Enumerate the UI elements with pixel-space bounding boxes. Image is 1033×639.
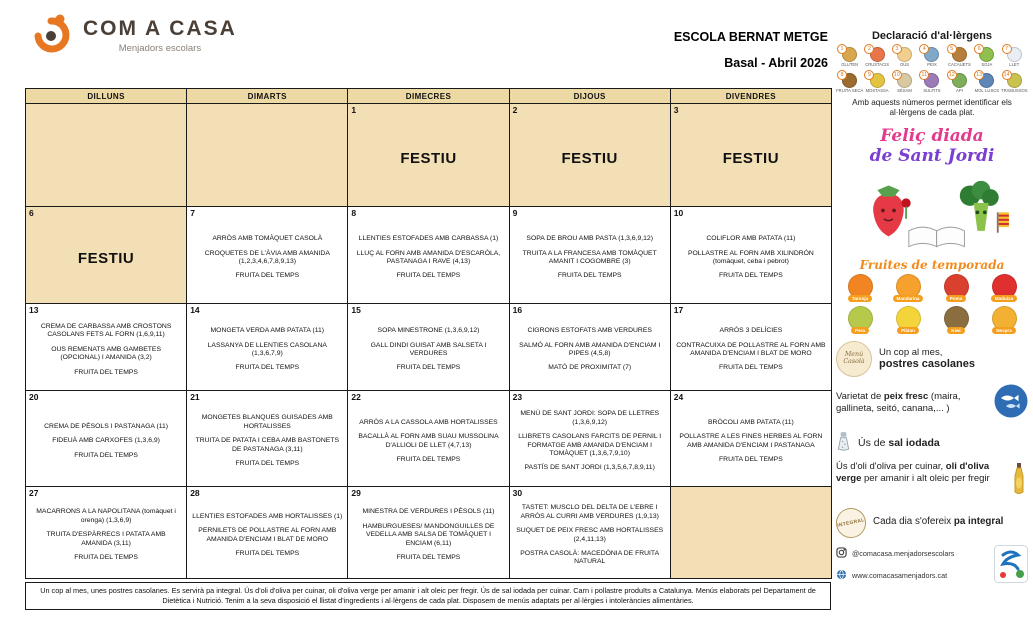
menu-item: TRUITA D'ESPÀRRECS I PATATA AMB AMANIDA (3,11) (46, 531, 166, 547)
menu-period-title: Basal - Abril 2026 (724, 56, 828, 70)
wholegrain-bread-text: Cada dia s'ofereix pa integral (873, 516, 1004, 528)
menu-item: LLIBRETS CASOLANS FARCITS DE PERNIL I FORMATGE AMB AMANIDA D'ENCIAM I TOMÀQUET (1,3,6,7,9,10) (518, 433, 662, 457)
menu-item: SUQUET DE PEIX FRESC AMB HORTALISSES (2,4,11,13) (516, 527, 664, 543)
allergen-item (836, 45, 863, 68)
day-cell (187, 304, 348, 391)
day-cell (26, 487, 187, 579)
allergen-number: 14 (1003, 71, 1010, 78)
menu-item: MACARRONS A LA NAPOLITANA (tomàquet i orenga) (1,3,6,9) (36, 508, 176, 524)
allergen-label: API (956, 87, 963, 93)
monthly-line2: postres casolanes (879, 358, 975, 371)
website-row (836, 567, 986, 585)
menu-item: BRÒCOLI AMB PATATA (11) (708, 418, 794, 426)
menu-item: ARRÒS AMB TOMÀQUET CASOLÀ (212, 235, 323, 243)
allergen-item (891, 45, 918, 68)
integral-stamp: INTEGRAL (833, 505, 869, 541)
menu-item: SOPA MINESTRONE (1,3,6,9,12) (377, 327, 480, 335)
day-number: 1 (351, 105, 357, 115)
allergen-legend (836, 45, 1028, 93)
allergen-item (891, 71, 918, 94)
fruit-label: Taronja (848, 295, 872, 302)
day-cell (187, 207, 348, 304)
menu-item: FRUITA DEL TEMPS (557, 272, 622, 280)
menu-item: LLUÇ AL FORN AMB AMANIDA D'ESCARÒLA, PASTANAGA I RAVE (4,13) (356, 249, 501, 265)
allergen-item (863, 71, 890, 94)
day-number: 2 (512, 105, 518, 115)
monthly-line1: Un cop al mes, (879, 347, 943, 359)
menu-item: LLENTIES ESTOFADES AMB CARBASSA (1) (358, 235, 499, 243)
fruit-label: Pera (851, 327, 869, 334)
menu-item: TRUITA DE PATATA I CEBA AMB BASTONETS DE PASTANAGA (3,11) (195, 437, 339, 453)
quality-seal-logo (994, 545, 1028, 588)
allergens-title: Declaració d'al·lèrgens (871, 30, 992, 42)
instagram-row (836, 545, 986, 563)
iodized-salt-row (836, 430, 1028, 456)
allergen-number: 11 (919, 70, 929, 80)
festiu-cell (671, 104, 832, 207)
day-number: 14 (190, 305, 200, 315)
menu-item: CONTRACUIXA DE POLLASTRE AL FORN AMB AMANIDA D'ENCIAM I BLAT DE MORO (676, 341, 826, 357)
allergen-label: PEIX (927, 62, 937, 67)
menu-item: CREMA DE CARBASSA AMB CROSTONS CASOLANS FETS AL FORN (1,6,9,11) (40, 322, 172, 339)
day-cell (671, 304, 832, 391)
menu-item: ARRÒS A LA CASSOLA AMB HORTALISSES (359, 418, 498, 426)
festiu-cell (348, 104, 509, 207)
allergen-label: FRUITA SECA (836, 87, 864, 93)
allergen-number: 3 (892, 44, 902, 54)
allergen-item (1001, 71, 1028, 94)
menu-item: FIDEUÀ AMB CARXOFES (1,3,6,9) (52, 437, 160, 445)
day-number: 9 (512, 208, 518, 218)
instagram-handle: @comacasa.menjadorsescolars (852, 549, 955, 559)
salt-shaker-icon (836, 430, 851, 456)
logo (28, 12, 237, 59)
wholegrain-bread-row (836, 508, 1028, 538)
festiu-cell (510, 104, 671, 207)
seasonal-fruits-title: Fruites de temporada (859, 257, 1005, 272)
menu-item: FRUITA DEL TEMPS (719, 455, 783, 463)
allergen-number: 2 (864, 44, 874, 54)
menu-item: COLIFLOR AMB PATATA (11) (706, 235, 796, 243)
allergen-item (946, 71, 973, 94)
menu-item: BACALLÀ AL FORN AMB SUAU MUSSOLINA D'ALLIOLI DE LLET (4,7,13) (358, 433, 499, 449)
fruit-item (884, 274, 932, 302)
menu-item: FRUITA DEL TEMPS (719, 272, 783, 280)
day-cell (510, 487, 671, 579)
menu-item: FRUITA DEL TEMPS (74, 451, 138, 459)
info-sidebar (836, 30, 1028, 585)
menu-item: PASTÍS DE SANT JORDI (1,3,5,6,7,8,9,11) (524, 464, 655, 472)
allergen-label: GLUTEN (841, 62, 859, 67)
iodized-salt-text: Ús de sal iodada (858, 436, 940, 449)
menu-item: FRUITA DEL TEMPS (74, 554, 138, 562)
instagram-icon (836, 545, 847, 563)
festiu-cell (26, 207, 187, 304)
allergen-number: 1 (837, 44, 847, 54)
empty-cell (26, 104, 187, 207)
day-number: 13 (29, 305, 39, 315)
day-number: 16 (512, 305, 523, 315)
day-cell (348, 391, 509, 487)
sant-jordi-greeting-line2: de Sant Jordi (869, 145, 995, 166)
day-number: 7 (190, 208, 195, 218)
fruit-label: Kiwi (947, 327, 964, 334)
menu-item: POLLASTRE A LES FINES HERBES AL FORN AMB AMANIDA D'ENCIAM I PASTANAGA (679, 433, 823, 449)
allergen-label: MOSTASSA (865, 87, 889, 93)
menu-item: MATÓ DE PROXIMITAT (7) (548, 364, 632, 372)
menu-item: FRUITA DEL TEMPS (235, 549, 300, 557)
fresh-fish-text: Varietat de peix fresc (maira, gallineta, seitó, canana,... ) (836, 391, 961, 415)
menu-item: FRUITA DEL TEMPS (396, 455, 461, 463)
allergen-number: 9 (864, 70, 874, 80)
day-number: 28 (190, 488, 200, 498)
day-number: 17 (673, 305, 684, 315)
empty-cell (187, 104, 348, 207)
festiu-label: FESTIU (561, 149, 618, 167)
fruit-label: Poma (946, 295, 967, 302)
allergen-item (1001, 45, 1028, 68)
allergen-label: MOL·LUSCS (974, 87, 1000, 93)
menu-calendar (25, 88, 832, 579)
menu-item: POSTRA CASOLÀ: MACEDÒNIA DE FRUITA NATURAL (520, 549, 660, 566)
day-number: 24 (673, 392, 684, 402)
day-cell (348, 304, 509, 391)
menu-item: FRUITA DEL TEMPS (235, 364, 300, 372)
menu-item: FRUITA DEL TEMPS (235, 460, 300, 468)
allergen-label: SÈSAM (897, 87, 912, 93)
fruit-item (836, 274, 884, 302)
festiu-label: FESTIU (400, 149, 457, 167)
menu-item: FRUITA DEL TEMPS (74, 368, 138, 376)
day-cell (348, 207, 509, 304)
allergen-label: OUS (900, 62, 910, 67)
logo-bowl-icon (28, 12, 74, 59)
menu-item: SOPA DE BROU AMB PASTA (1,3,6,9,12) (526, 235, 653, 243)
menu-item: PERNILETS DE POLLASTRE AL FORN AMB AMANIDA D'ENCIAM I BLAT DE MORO (198, 527, 337, 543)
footer-note (25, 582, 831, 610)
fresh-fish-row (836, 384, 1028, 423)
school-info (674, 30, 828, 70)
day-number: 21 (190, 392, 200, 402)
empty-cell (671, 487, 832, 579)
day-header: DILLUNS (26, 89, 187, 104)
day-cell (510, 304, 671, 391)
menu-item: FRUITA DEL TEMPS (719, 364, 783, 372)
day-number: 30 (512, 488, 523, 498)
fruit-label: Maduixa (991, 295, 1017, 302)
menu-item: MINESTRA DE VERDURES I PÈSOLS (11) (362, 508, 495, 516)
social-block (836, 545, 1028, 585)
menu-item: LASSANYA DE LLENTIES CASOLANA (1,3,6,7,9) (207, 341, 327, 357)
day-number: 10 (673, 208, 684, 218)
allergen-item (918, 71, 945, 94)
globe-icon (836, 567, 847, 585)
menu-item: POLLASTRE AL FORN AMB XILINDRÓN (tomàquet, ceba i pebrot) (687, 249, 814, 265)
fruit-item (932, 306, 980, 334)
day-cell (26, 304, 187, 391)
day-cell (671, 207, 832, 304)
allergen-item (946, 45, 973, 68)
menu-item: MONGETA VERDA AMB PATATA (11) (210, 327, 325, 335)
menu-item: TRUITA A LA FRANCESA AMB TOMÀQUET AMANIT I COGOMBRE (3) (522, 249, 657, 265)
festiu-label: FESTIU (722, 149, 780, 167)
footer-text: Un cop al mes, unes postres casolanes. Es servirà pa integral. Ús d'oli d'oliva per cuinar, oli d'oliva verge per amanir i alt oleic per fregir. Ús de sal iodada per cuinar. Carn i pollastre produïts a Catalunya. Menús elaborats pel Departament de Dietètica i Nutrició. Tenim a la seva disposició el llistat d'ingredients i al·lèrgens de cada plat. Disposem de menús adaptats per al·lèrgies i intoleràncies alimentàries. (40, 586, 816, 606)
day-number: 27 (29, 488, 39, 498)
day-header: DIMARTS (187, 89, 348, 104)
website-url: www.comacasamenjadors.cat (852, 571, 948, 581)
allergen-label: SULFITS (923, 87, 941, 93)
allergen-item (918, 45, 945, 68)
fruit-item (836, 306, 884, 334)
allergen-label: TRAMUSSOS (1001, 87, 1028, 93)
day-number: 3 (673, 105, 679, 115)
fruit-item (884, 306, 932, 334)
day-header: DIMECRES (348, 89, 509, 104)
allergen-number: 4 (919, 44, 929, 54)
menu-item: MONGETES BLANQUES GUISADES AMB HORTALISSES (201, 414, 333, 430)
fruit-item (980, 274, 1028, 302)
day-cell (671, 391, 832, 487)
day-number: 20 (29, 392, 39, 402)
menu-item: SALMÓ AL FORN AMB AMANIDA D'ENCIAM I PIPES (4,5,8) (519, 341, 661, 357)
day-cell (187, 487, 348, 579)
allergen-label: CACAUETS (948, 62, 971, 67)
allergen-number: 5 (947, 44, 957, 54)
sant-jordi-illustration (847, 166, 1017, 254)
allergen-item (836, 71, 863, 94)
day-cell (187, 391, 348, 487)
logo-subtitle: Menjadors escolars (118, 43, 202, 54)
menu-item: FRUITA DEL TEMPS (235, 272, 300, 280)
seasonal-fruits-grid (836, 274, 1028, 334)
fruit-item (980, 306, 1028, 334)
oil-bottle-icon (1010, 461, 1028, 502)
day-cell (510, 391, 671, 487)
menu-item: CROQUETES DE L'ÀVIA AMB AMANIDA (1,2,3,4,6,7,8,9,13) (204, 249, 330, 265)
olive-oil-row (836, 461, 1028, 502)
logo-title: COM A CASA (83, 17, 237, 40)
menu-item: OUS REMENATS AMB GAMBETES (OPCIONAL) I AMANIDA (3,2) (51, 345, 161, 362)
fruit-item (932, 274, 980, 302)
day-number: 6 (29, 208, 34, 218)
sant-jordi-greeting-line1: Feliç diada (880, 125, 984, 146)
homemade-badge: Menú Casolà (836, 341, 872, 377)
allergen-item (973, 45, 1000, 68)
allergen-number: 12 (948, 71, 955, 78)
day-number: 8 (351, 208, 357, 218)
allergen-number: 6 (974, 44, 984, 54)
menu-item: FRUITA DEL TEMPS (396, 364, 461, 372)
menu-item: LLENTIES ESTOFADES AMB HORTALISSES (1) (192, 512, 343, 520)
fruit-label: Mandarina (893, 295, 924, 302)
day-header: DIVENDRES (671, 89, 832, 104)
allergen-label: LLET (1009, 62, 1020, 67)
menu-item: CIGRONS ESTOFATS AMB VERDURES (527, 327, 652, 335)
menu-item: CREMA DE PÈSOLS I PASTANAGA (11) (44, 422, 169, 430)
festiu-label: FESTIU (77, 249, 135, 267)
allergen-number: 10 (893, 71, 900, 78)
fruit-label: Nespra (992, 327, 1016, 334)
menu-item: MENÚ DE SANT JORDI: SOPA DE LLETRES (1,3,6,9,12) (520, 410, 660, 426)
menu-item: GALL DINDI GUISAT AMB SALSETA I VERDURES (370, 341, 487, 357)
day-cell (510, 207, 671, 304)
day-number: 22 (351, 392, 361, 402)
allergen-item (863, 45, 890, 68)
allergens-note: Amb aquests números permet identificar els al·lèrgens de cada plat. (852, 98, 1012, 118)
allergen-item (973, 71, 1000, 94)
menu-item: TASTET: MUSCLO DEL DELTA DE L'EBRE I ARRÒS AL CURRI AMB VERDURES (1,9,13) (520, 504, 659, 520)
day-header: DIJOUS (510, 89, 671, 104)
allergen-number: 7 (1002, 44, 1012, 54)
menu-item: ARRÒS 3 DELÍCIES (719, 327, 783, 335)
day-number: 15 (351, 305, 361, 315)
fish-icon (994, 384, 1028, 423)
olive-oil-text: Ús d'oli d'oliva per cuinar, oli d'oliva verge per amanir i alt oleic per fregir (836, 460, 990, 485)
monthly-dessert-row (836, 341, 1028, 377)
day-cell (26, 391, 187, 487)
school-name: ESCOLA BERNAT METGE (673, 30, 828, 44)
fruit-label: Plàtan (897, 327, 919, 334)
allergen-label: SOJA (981, 62, 993, 67)
day-number: 23 (512, 392, 523, 402)
allergen-label: CRUSTACIS (865, 62, 890, 67)
menu-item: HAMBURGUESES/ MANDONGUILLES DE VEDELLA AMB SALSA DE TOMÀQUET I ENCIAM (6,11) (362, 522, 495, 547)
menu-item: FRUITA DEL TEMPS (396, 554, 461, 562)
allergen-number: 8 (837, 70, 847, 80)
allergen-number: 13 (976, 71, 983, 78)
day-number: 29 (351, 488, 361, 498)
menu-item: FRUITA DEL TEMPS (396, 272, 461, 280)
day-cell (348, 487, 509, 579)
